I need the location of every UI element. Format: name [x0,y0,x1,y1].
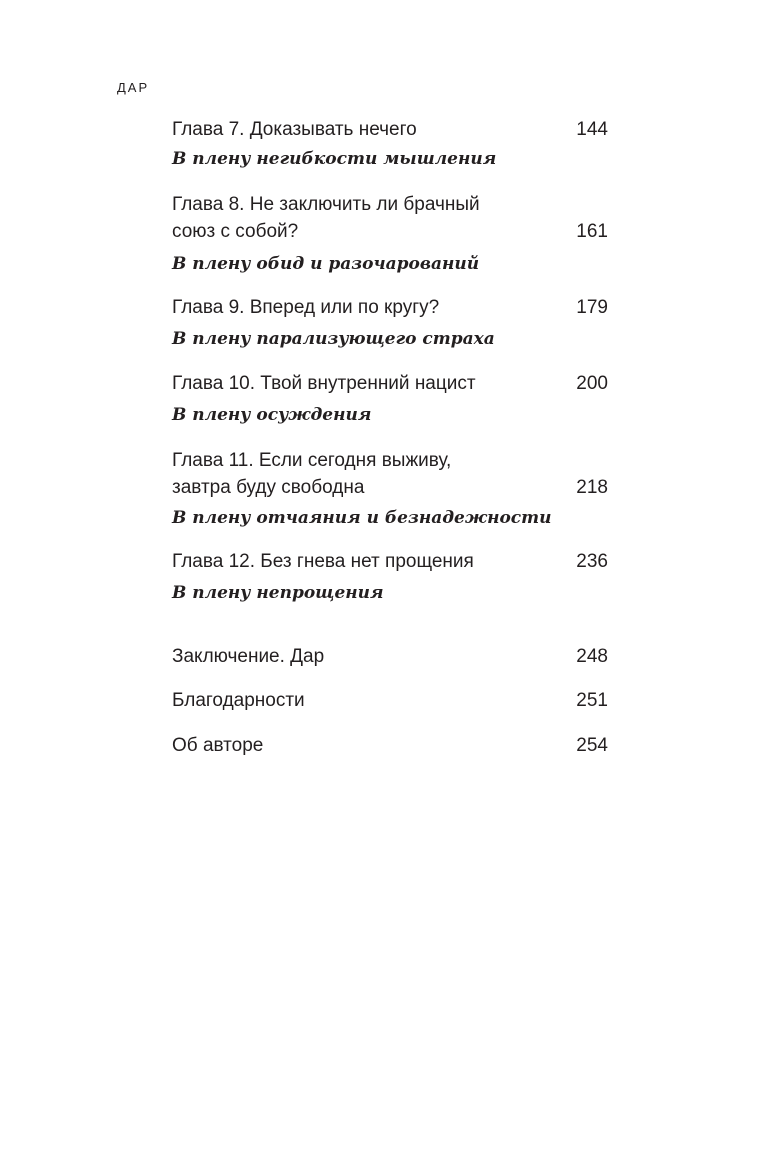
toc-entry-chapter-7[interactable] [172,117,608,177]
toc-entry-conclusion[interactable] [172,644,608,672]
page-number: 236 [576,551,608,572]
entry-title: Заключение. Дар [172,646,325,667]
chapter-title-line-1: Глава 8. Не заключить ли брачный [172,194,480,215]
chapter-title: Глава 10. Твой внутренний нацист [172,373,476,394]
page-number: 179 [576,297,608,318]
toc-entry-chapter-8[interactable] [172,192,608,282]
toc-entry-acknowledgements[interactable] [172,688,608,716]
page-number: 200 [576,373,608,394]
chapter-title-line-2: завтра буду свободна [172,477,365,498]
chapter-title: Глава 9. Вперед или по кругу? [172,297,440,318]
page-number: 251 [576,690,608,711]
chapter-subtitle: В плену непрощения [172,583,384,603]
chapter-subtitle: В плену негибкости мышления [172,149,497,169]
page-number: 161 [576,221,608,242]
toc-entry-chapter-12[interactable] [172,549,608,609]
toc-entry-chapter-10[interactable] [172,371,608,431]
chapter-title: Глава 12. Без гнева нет прощения [172,551,474,572]
running-head: ДАР [117,80,150,95]
chapter-subtitle: В плену осуждения [172,405,372,425]
page-number: 254 [576,735,608,756]
entry-title: Благодарности [172,690,305,711]
page-number: 248 [576,646,608,667]
chapter-subtitle: В плену отчаяния и безнадежности [172,508,552,528]
toc-entry-chapter-9[interactable] [172,295,608,355]
page-number: 144 [576,119,608,140]
chapter-subtitle: В плену обид и разочарований [172,254,480,274]
chapter-title: Глава 7. Доказывать нечего [172,119,417,140]
chapter-title-line-1: Глава 11. Если сегодня выживу, [172,450,452,471]
toc-entry-chapter-11[interactable] [172,448,608,538]
chapter-subtitle: В плену парализующего страха [172,329,495,349]
toc-entry-about-author[interactable] [172,733,608,761]
chapter-title-line-2: союз с собой? [172,221,299,242]
page-number: 218 [576,477,608,498]
entry-title: Об авторе [172,735,264,756]
